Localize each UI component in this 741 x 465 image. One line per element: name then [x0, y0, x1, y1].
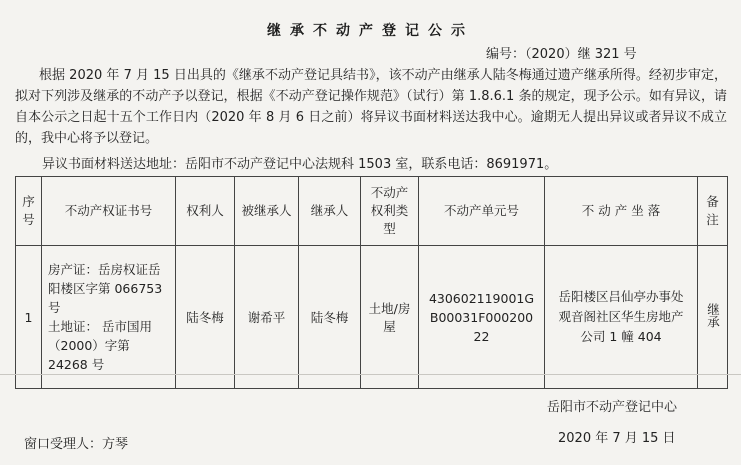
header-unit-no: 不动产单元号: [419, 177, 545, 246]
document-title: 继承不动产登记公示: [267, 23, 474, 39]
remark-text: 继承: [705, 303, 721, 328]
header-seq: 序号: [16, 177, 42, 246]
header-right-type: 不动产权利类型: [361, 177, 419, 246]
cell-owner: 陆冬梅: [176, 246, 235, 389]
cell-heir: 陆冬梅: [299, 246, 361, 389]
cell-cert: [42, 246, 176, 389]
header-cert: 不动产权证书号: [42, 177, 176, 246]
cert-house: 房产证：岳房权证岳阳楼区字第 066753 号: [48, 262, 163, 315]
window-receiver: 窗口受理人：方琴: [24, 437, 129, 452]
cell-unit-no: 430602119001GB00031F00020022: [419, 246, 545, 389]
table-row: [16, 246, 728, 389]
header-decedent: 被继承人: [235, 177, 299, 246]
table-header-row: [16, 177, 728, 246]
cell-right-type: 土地/房屋: [361, 246, 419, 389]
objection-address: 异议书面材料送达地址：岳阳市不动产登记中心法规科 1503 室，联系电话：8691971。: [42, 157, 558, 172]
property-table: [15, 176, 728, 389]
header-owner: 权利人: [176, 177, 235, 246]
header-heir: 继承人: [299, 177, 361, 246]
cell-seq: 1: [16, 246, 42, 389]
header-remark: 备注: [698, 177, 728, 246]
cell-remark: [698, 246, 728, 389]
paper-fold-line: [0, 374, 741, 375]
document-number: 编号：（2020）继 321 号: [486, 47, 637, 62]
notice-paragraph: 根据 2020 年 7 月 15 日出具的《继承不动产登记具结书》，该不动产由继承人陆冬梅通过遗产继承所得。经初步审定， 拟对下列涉及继承的不动产予以登记，根据《不动产登记操作规范》（试行）第 1.8.6.1 条的规定，现予公示。如有异议，请自本公示之日起十五个工作日内（2020 年 8 月 6 日之前）将异议书面材料送达我中心。逾期无人提出异议或者异议不成立的，我中心将予以登记。: [15, 68, 727, 146]
issuer: 岳阳市不动产登记中心: [547, 400, 678, 415]
header-location: 不 动 产 坐 落: [545, 177, 698, 246]
cell-decedent: 谢希平: [235, 246, 299, 389]
cell-location: 岳阳楼区吕仙亭办事处观音阁社区华生房地产公司 1 幢 404: [545, 246, 698, 389]
issue-date: 2020 年 7 月 15 日: [558, 431, 676, 446]
cert-land: 土地证： 岳市国用（2000）字第 24268 号: [48, 319, 152, 372]
